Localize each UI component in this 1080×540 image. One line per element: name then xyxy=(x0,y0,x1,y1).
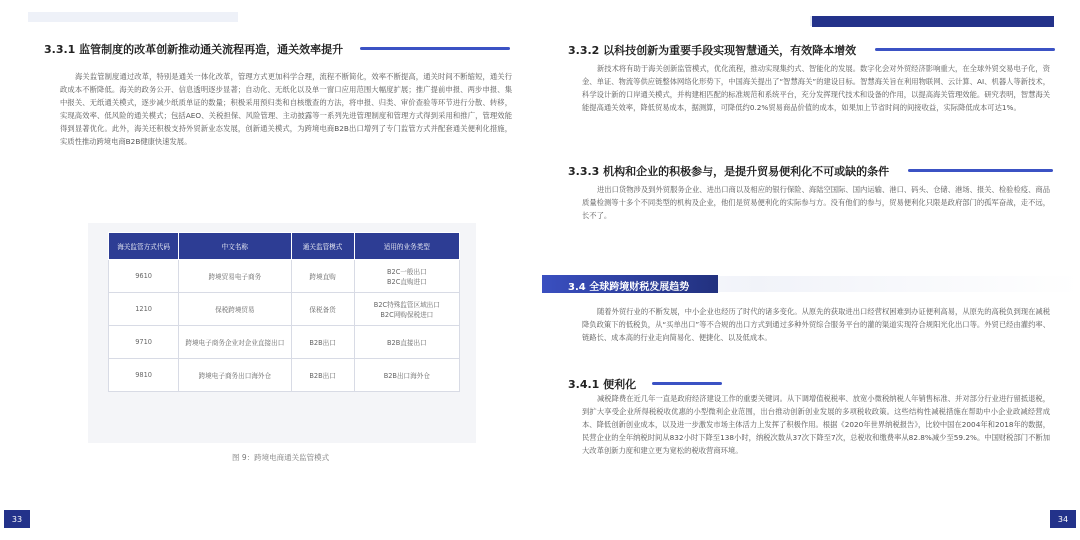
paragraph-3-4: 随着外贸行业的不断发展，中小企业也经历了时代的诸多变化。从原先的获取进出口经营权困难到办证便利高易，从原先的高税负到现在减税降负政策下的低税负，从“买单出口”等不合规的出口方式到通过多种外贸综合服务平台的灌的渠道实现符合规阳光化出口等。外贸已经由灌约率、链路长、成本高的行业走向简易化、便捷化、以及低成本。 xyxy=(582,307,1050,342)
table-cell: 保税跨境贸易 xyxy=(179,293,291,326)
paragraph-3-3-1: 海关监管制度通过改革，特别是通关一体化改革，管理方式更加科学合理，流程不断简化，效率不断提高，通关时间不断缩短，通关行政成本不断降低。海关的政务公开、信息透明逐步显著；自动化、无纸化以及单一窗口应用范围大幅度扩展；推广提前申报、两步申报、集中报关、无纸通关模式，逐步减少纸质单证的数量；积极采用预归类和自核缴查的方法，将申报、归类、审价查验等环节进行分散、转移，实现高效率、低风险的通关模式；包括AEO、关税担保、风险管理、主动披露等一系列先进管理制度和管理方式得到采用和推广，管理效能得到显著优化。此外，海关还积极支持外贸新业态发展，创新通关模式，为跨境电商B2B出口增列了专门监管方式并配套通关便利化措施，实质性推动跨境电商B2B健康快速发展。 xyxy=(60,72,512,146)
table-cell: B2B出口 xyxy=(291,326,354,359)
heading-3-3-1: 3.3.1 监管制度的改革创新推动通关流程再造，通关效率提升 xyxy=(44,43,344,56)
table-row xyxy=(109,293,460,326)
table-cell: 跨境贸易电子商务 xyxy=(179,260,291,293)
right-page xyxy=(540,0,1080,540)
paragraph-3-3-2: 新技术将有助于海关创新监管模式，优化流程，推动实现集约式、智能化的发展。数字化会对外贸经济影响重大，在全球外贸交易电子化，资金、单证、物流等供应链整体网络化形势下，中国海关提出了“智慧海关”的建设目标。智慧海关旨在利用物联网、云计算、AI、机器人等新技术，科学设计新的口岸通关模式，并构建相匹配的标准规范和系统平台，充分发挥现代技术和设备的作用，以提高海关管理效能。研究表明，智慧海关能提高通关效率，降低贸易成本，据测算，可降低约0.2%贸易商品价值的成本，如果加上节省时间的间接收益，实际降低成本可达1%。 xyxy=(582,64,1050,112)
top-decor-bar-left xyxy=(28,12,238,22)
top-decor-bar-right xyxy=(812,16,1054,27)
table-cell: B2B直接出口 xyxy=(354,326,459,359)
table-header-cell: 适用的业务类型 xyxy=(354,233,459,260)
table-cell: 跨境电子商务出口海外仓 xyxy=(179,359,291,392)
table-cell: 跨境电子商务企业对企业直接出口 xyxy=(179,326,291,359)
table-header-cell: 中文名称 xyxy=(179,233,291,260)
table-cell: B2B出口 xyxy=(291,359,354,392)
table-cell: 9810 xyxy=(109,359,179,392)
table-row xyxy=(109,326,460,359)
heading-underline xyxy=(908,169,1053,172)
heading-underline xyxy=(360,47,510,50)
page-number-right: 34 xyxy=(1050,510,1076,528)
table-header-cell: 通关监管模式 xyxy=(291,233,354,260)
table-cell: 9610 xyxy=(109,260,179,293)
heading-underline xyxy=(875,48,1055,51)
table-header-row xyxy=(109,233,460,260)
table-cell: B2C特殊监管区域出口 B2C网购保税进口 xyxy=(354,293,459,326)
table-cell: 保税备货 xyxy=(291,293,354,326)
table-header-cell: 海关监管方式代码 xyxy=(109,233,179,260)
heading-3-3-3: 3.3.3 机构和企业的积极参与，是提升贸易便利化不可或缺的条件 xyxy=(568,165,890,178)
table-row xyxy=(109,260,460,293)
table-cell: 9710 xyxy=(109,326,179,359)
figure-caption: 图 9：跨境电商通关监管模式 xyxy=(232,453,330,462)
table-cell: 1210 xyxy=(109,293,179,326)
heading-3-4: 3.4 全球跨境财税发展趋势 xyxy=(568,282,690,293)
heading-3-3-2: 3.3.2 以科技创新为重要手段实现智慧通关，有效降本增效 xyxy=(568,44,857,57)
table-cell: 跨境直购 xyxy=(291,260,354,293)
paragraph-3-3-3: 进出口货物涉及到外贸服务企业、进出口商以及相应的银行保险、海陆空国际、国内运输、港口、码头、仓储、港场、报关、检验检疫、商品质量检测等十多个不同类型的机构及企业，他们是贸易便利化的实际参与方。没有他们的参与，贸易便利化只限是政府部门的孤军奋战，走不远，长不了。 xyxy=(582,185,1050,220)
heading-underline xyxy=(652,382,722,385)
table-row xyxy=(109,359,460,392)
page-number-left: 33 xyxy=(4,510,30,528)
paragraph-3-4-1: 减税降费在近几年一直是政府经济建设工作的重要关键词。从下调增值税税率、放宽小微税纳税人年销售标准、并对部分行业进行留抵退税，到扩大享受企业所得税税收优惠的小型微利企业范围，出台推动创新创业发展的多项税收政策。这些结构性减税措施在帮助中小企业政减经营成本、降低创新创业成本，以及进一步激发市场主体活力上发挥了积极作用。根据《2020年世界纳税报告》，比较中国在2004年和2018年的数据，民营企业的全年纳税时间从832小时下降至138小时，纳税次数从37次下降至7次，总税收和缴费率从82.8%减少至59.2%。中国财税部门不断加大改革创新力度和建立更为宽松的税收营商环境。 xyxy=(582,394,1050,455)
table-cell: B2C一般出口 B2C直购进口 xyxy=(354,260,459,293)
heading-3-4-1: 3.4.1 便利化 xyxy=(568,378,637,391)
customs-mode-table xyxy=(108,232,460,392)
table-cell: B2B出口海外仓 xyxy=(354,359,459,392)
